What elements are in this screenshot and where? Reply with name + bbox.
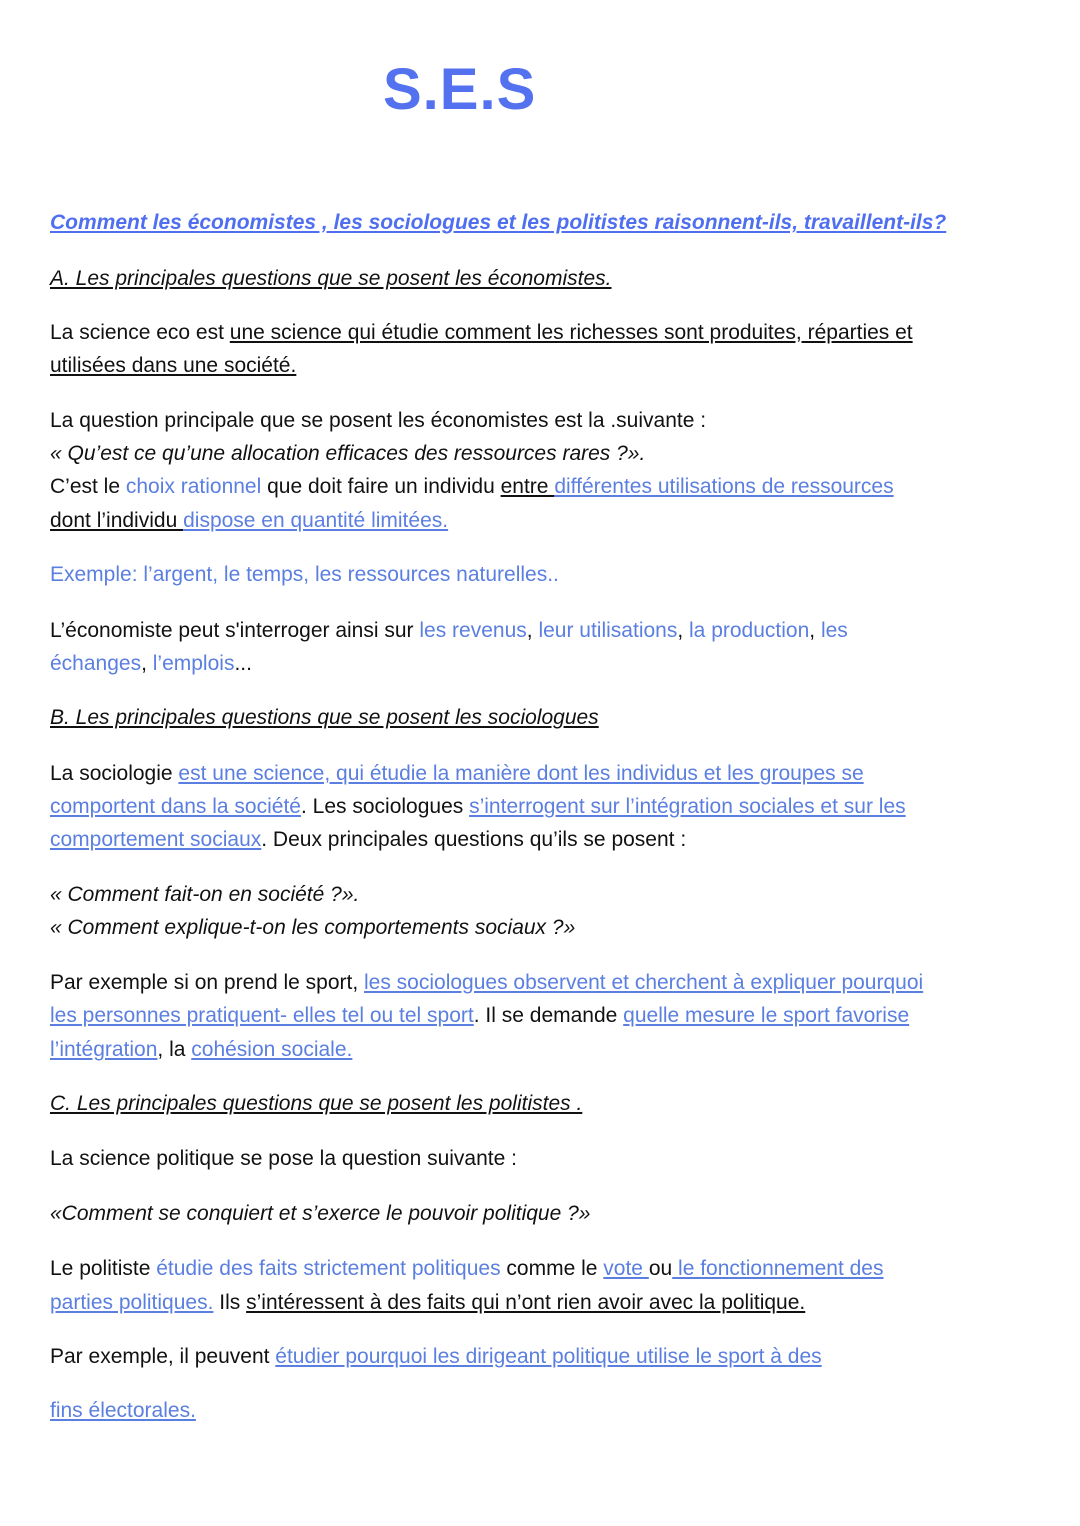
text-segment: « Comment explique-t-on les comportements sociaux ?»	[50, 916, 576, 939]
text-line	[50, 617, 848, 645]
text-line	[50, 352, 296, 380]
highlighted-text: comportent dans la société	[50, 795, 301, 818]
text-segment: C. Les principales questions que se posent les politistes .	[50, 1092, 583, 1115]
text-segment: , la	[157, 1038, 192, 1061]
text-segment: La question principale que se posent les économistes est la .suivante :	[50, 409, 707, 432]
highlighted-text: Exemple: l’argent, le temps, les ressources naturelles..	[50, 563, 559, 586]
text-line	[50, 407, 706, 435]
text-segment: ,	[809, 619, 821, 642]
highlighted-text: comportement sociaux	[50, 828, 262, 851]
highlighted-text: cohésion sociale.	[191, 1038, 353, 1061]
highlighted-text: le fonctionnement des	[672, 1257, 884, 1280]
text-line	[50, 793, 906, 821]
text-segment: utilisées dans une société.	[50, 354, 297, 377]
text-segment: ou	[648, 1257, 673, 1280]
highlighted-text: fins électorales.	[50, 1399, 196, 1422]
highlighted-text: leur utilisations	[538, 619, 678, 642]
text-segment: Par exemple si on prend le sport,	[50, 971, 364, 994]
text-line	[50, 1002, 909, 1030]
highlighted-text: les revenus	[419, 619, 527, 642]
subheading-c	[50, 1090, 582, 1118]
text-line	[50, 1036, 352, 1064]
text-segment: Par exemple, il peuvent	[50, 1345, 276, 1368]
highlighted-text: étudie des faits strictement politiques	[156, 1257, 501, 1280]
highlighted-text: échanges	[50, 652, 142, 675]
text-segment: . Les sociologues	[300, 795, 470, 818]
highlighted-text: les sociologues observent et cherchent à expliquer pourquoi	[364, 971, 924, 994]
text-line	[50, 319, 913, 347]
text-line	[50, 914, 575, 942]
text-segment: C’est le	[50, 475, 126, 498]
text-segment: ,	[141, 652, 153, 675]
highlighted-text: l’intégration	[50, 1038, 158, 1061]
text-line	[50, 826, 686, 854]
text-segment: . Deux principales questions qu’ils se posent :	[261, 828, 687, 851]
text-segment: La sociologie	[50, 762, 179, 785]
text-segment: Le politiste	[50, 1257, 157, 1280]
text-segment: La science eco est	[50, 321, 230, 344]
text-line	[50, 1255, 884, 1283]
section-heading	[50, 209, 946, 237]
highlighted-text: s’interrogent sur l’intégration sociales et sur les	[469, 795, 906, 818]
text-segment: . Il se demande	[473, 1004, 624, 1027]
text-segment: s’intéressent à des faits qui n’ont rien avoir avec la politique.	[246, 1291, 806, 1314]
text-line	[50, 1145, 517, 1173]
text-line	[50, 1289, 805, 1317]
highlighted-text: dispose en quantité limitées.	[183, 509, 449, 532]
text-segment: une science qui étudie comment les richesses sont produites, réparties et	[229, 321, 913, 344]
text-line	[50, 507, 448, 535]
text-segment: comme le	[500, 1257, 604, 1280]
text-line	[50, 1200, 590, 1228]
text-segment: que doit faire un individu	[261, 475, 501, 498]
text-segment: « Comment fait-on en société ?».	[50, 883, 360, 906]
highlighted-text: vote	[603, 1257, 649, 1280]
highlighted-text: différentes utilisations de ressources	[554, 475, 894, 498]
text-segment: L’économiste peut s'interroger ainsi sur	[50, 619, 420, 642]
text-segment: ...	[234, 652, 252, 675]
highlighted-text: quelle mesure le sport favorise	[623, 1004, 910, 1027]
text-line	[50, 881, 359, 909]
highlighted-text: étudier pourquoi les dirigeant politique utilise le sport à des	[275, 1345, 822, 1368]
subheading-b	[50, 704, 599, 732]
text-line	[50, 561, 559, 589]
text-line	[50, 760, 864, 788]
highlighted-text: parties politiques.	[50, 1291, 214, 1314]
highlighted-text: est une science, qui étudie la manière dont les individus et les groupes se	[178, 762, 864, 785]
subheading-a	[50, 265, 612, 293]
text-line	[50, 650, 252, 678]
text-line	[50, 1397, 196, 1425]
text-segment: «Comment se conquiert et s’exerce le pouvoir politique ?»	[50, 1202, 591, 1225]
highlighted-text: choix rationnel	[125, 475, 262, 498]
text-line	[50, 1343, 822, 1371]
highlighted-text: les personnes pratiquent- elles tel ou tel sport	[50, 1004, 474, 1027]
text-segment: dont l’individu	[50, 509, 184, 532]
text-segment: ,	[677, 619, 690, 642]
highlighted-text: la production	[689, 619, 810, 642]
text-segment: Comment les économistes , les sociologues et les politistes raisonnent-ils, travaillent-ils?	[50, 211, 947, 234]
highlighted-text: les	[820, 619, 848, 642]
text-segment: Ils	[213, 1291, 247, 1314]
text-segment: B. Les principales questions que se posent les sociologues	[50, 706, 599, 729]
text-segment: ,	[526, 619, 539, 642]
document-title: S.E.S	[383, 57, 537, 122]
text-line	[50, 473, 894, 501]
text-segment: « Qu’est ce qu’une allocation efficaces des ressources rares ?».	[50, 442, 646, 465]
highlighted-text: l’emplois	[152, 652, 235, 675]
text-line	[50, 440, 645, 468]
text-segment: A. Les principales questions que se posent les économistes.	[50, 267, 612, 290]
text-line	[50, 969, 923, 997]
text-segment: entre	[500, 475, 555, 498]
text-segment: La science politique se pose la question suivante :	[50, 1147, 517, 1170]
